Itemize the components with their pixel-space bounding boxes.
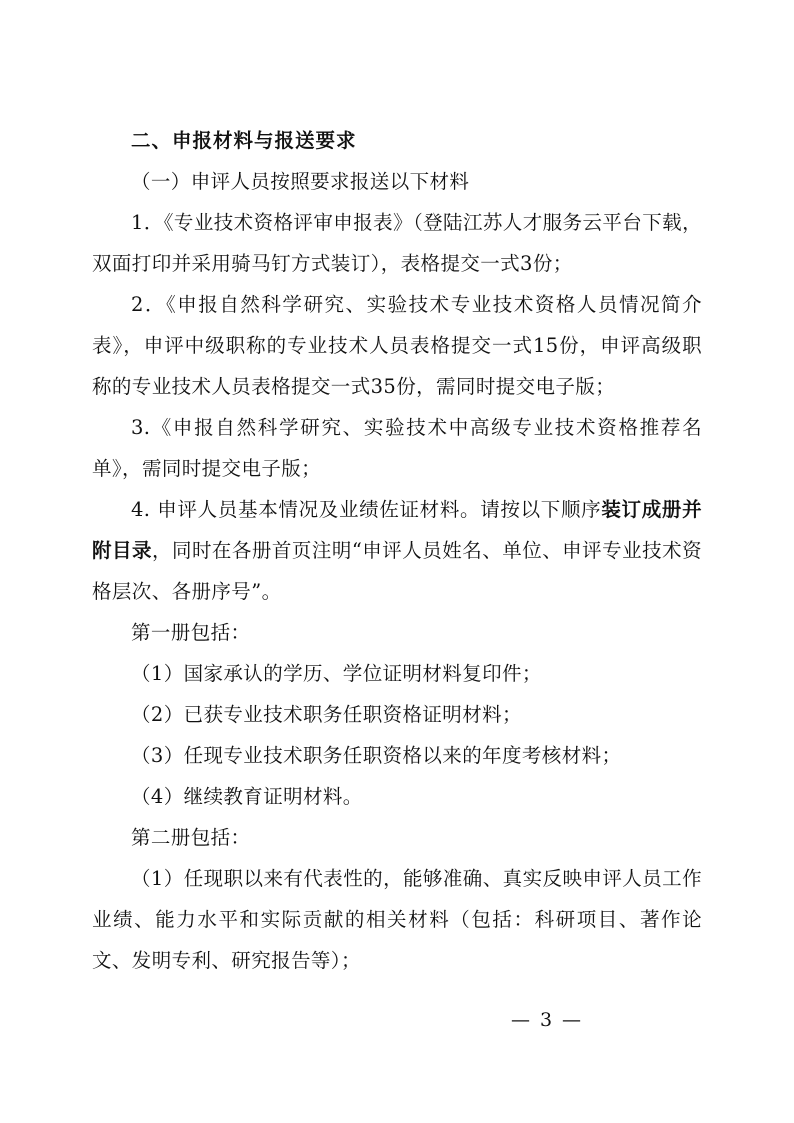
section-heading: 二、申报材料与报送要求 <box>131 129 357 152</box>
page-number-value: 3 <box>539 1009 555 1031</box>
material-item-4-prefix: 4. 申评人员基本情况及业绩佐证材料。请按以下顺序 <box>131 498 602 521</box>
volume-1-item-3: （3）任现专业技术职务任职资格以来的年度考核材料； <box>131 744 622 767</box>
document-body <box>92 120 702 981</box>
volume-1-title: 第一册包括： <box>131 621 251 644</box>
material-item-4-emphasis: 装订成册并附目录 <box>92 498 702 562</box>
volume-2-item-1: （1）任现职以来有代表性的，能够准确、真实反映申评人员工作业绩、能力水平和实际贡献的相关材料（包括：科研项目、著作论文、发明专利、研究报告等）； <box>92 867 702 972</box>
material-item-4 <box>92 489 702 612</box>
subsection-heading: （一）申评人员按照要求报送以下材料 <box>131 170 470 193</box>
material-item-4-tail: ，同时在各册首页注明“申评人员姓名、单位、申评专业技术资格层次、各册序号”。 <box>92 539 703 603</box>
volume-1-item-4: （4）继续教育证明材料。 <box>131 785 363 808</box>
volume-1-item-1: （1）国家承认的学历、学位证明材料复印件； <box>131 662 542 685</box>
material-item-2: 2．《申报自然科学研究、实验技术专业技术资格人员情况简介表》，申评中级职称的专业技术人员表格提交一式15份，申评高级职称的专业技术人员表格提交一式35份，需同时提交电子版； <box>92 293 702 398</box>
volume-1-item-2: （2）已获专业技术职务任职资格证明材料； <box>131 703 522 726</box>
material-item-1: 1．《专业技术资格评审申报表》（登陆江苏人才服务云平台下载，双面打印并采用骑马钉方式装订），表格提交一式3份； <box>92 211 702 275</box>
page-number-dash-right: — <box>562 1009 584 1031</box>
page-number <box>0 1009 794 1031</box>
volume-2-title: 第二册包括： <box>131 826 251 849</box>
material-item-3: 3.《申报自然科学研究、实验技术中高级专业技术资格推荐名单》，需同时提交电子版； <box>92 416 702 480</box>
page-number-dash-left: — <box>510 1009 532 1031</box>
